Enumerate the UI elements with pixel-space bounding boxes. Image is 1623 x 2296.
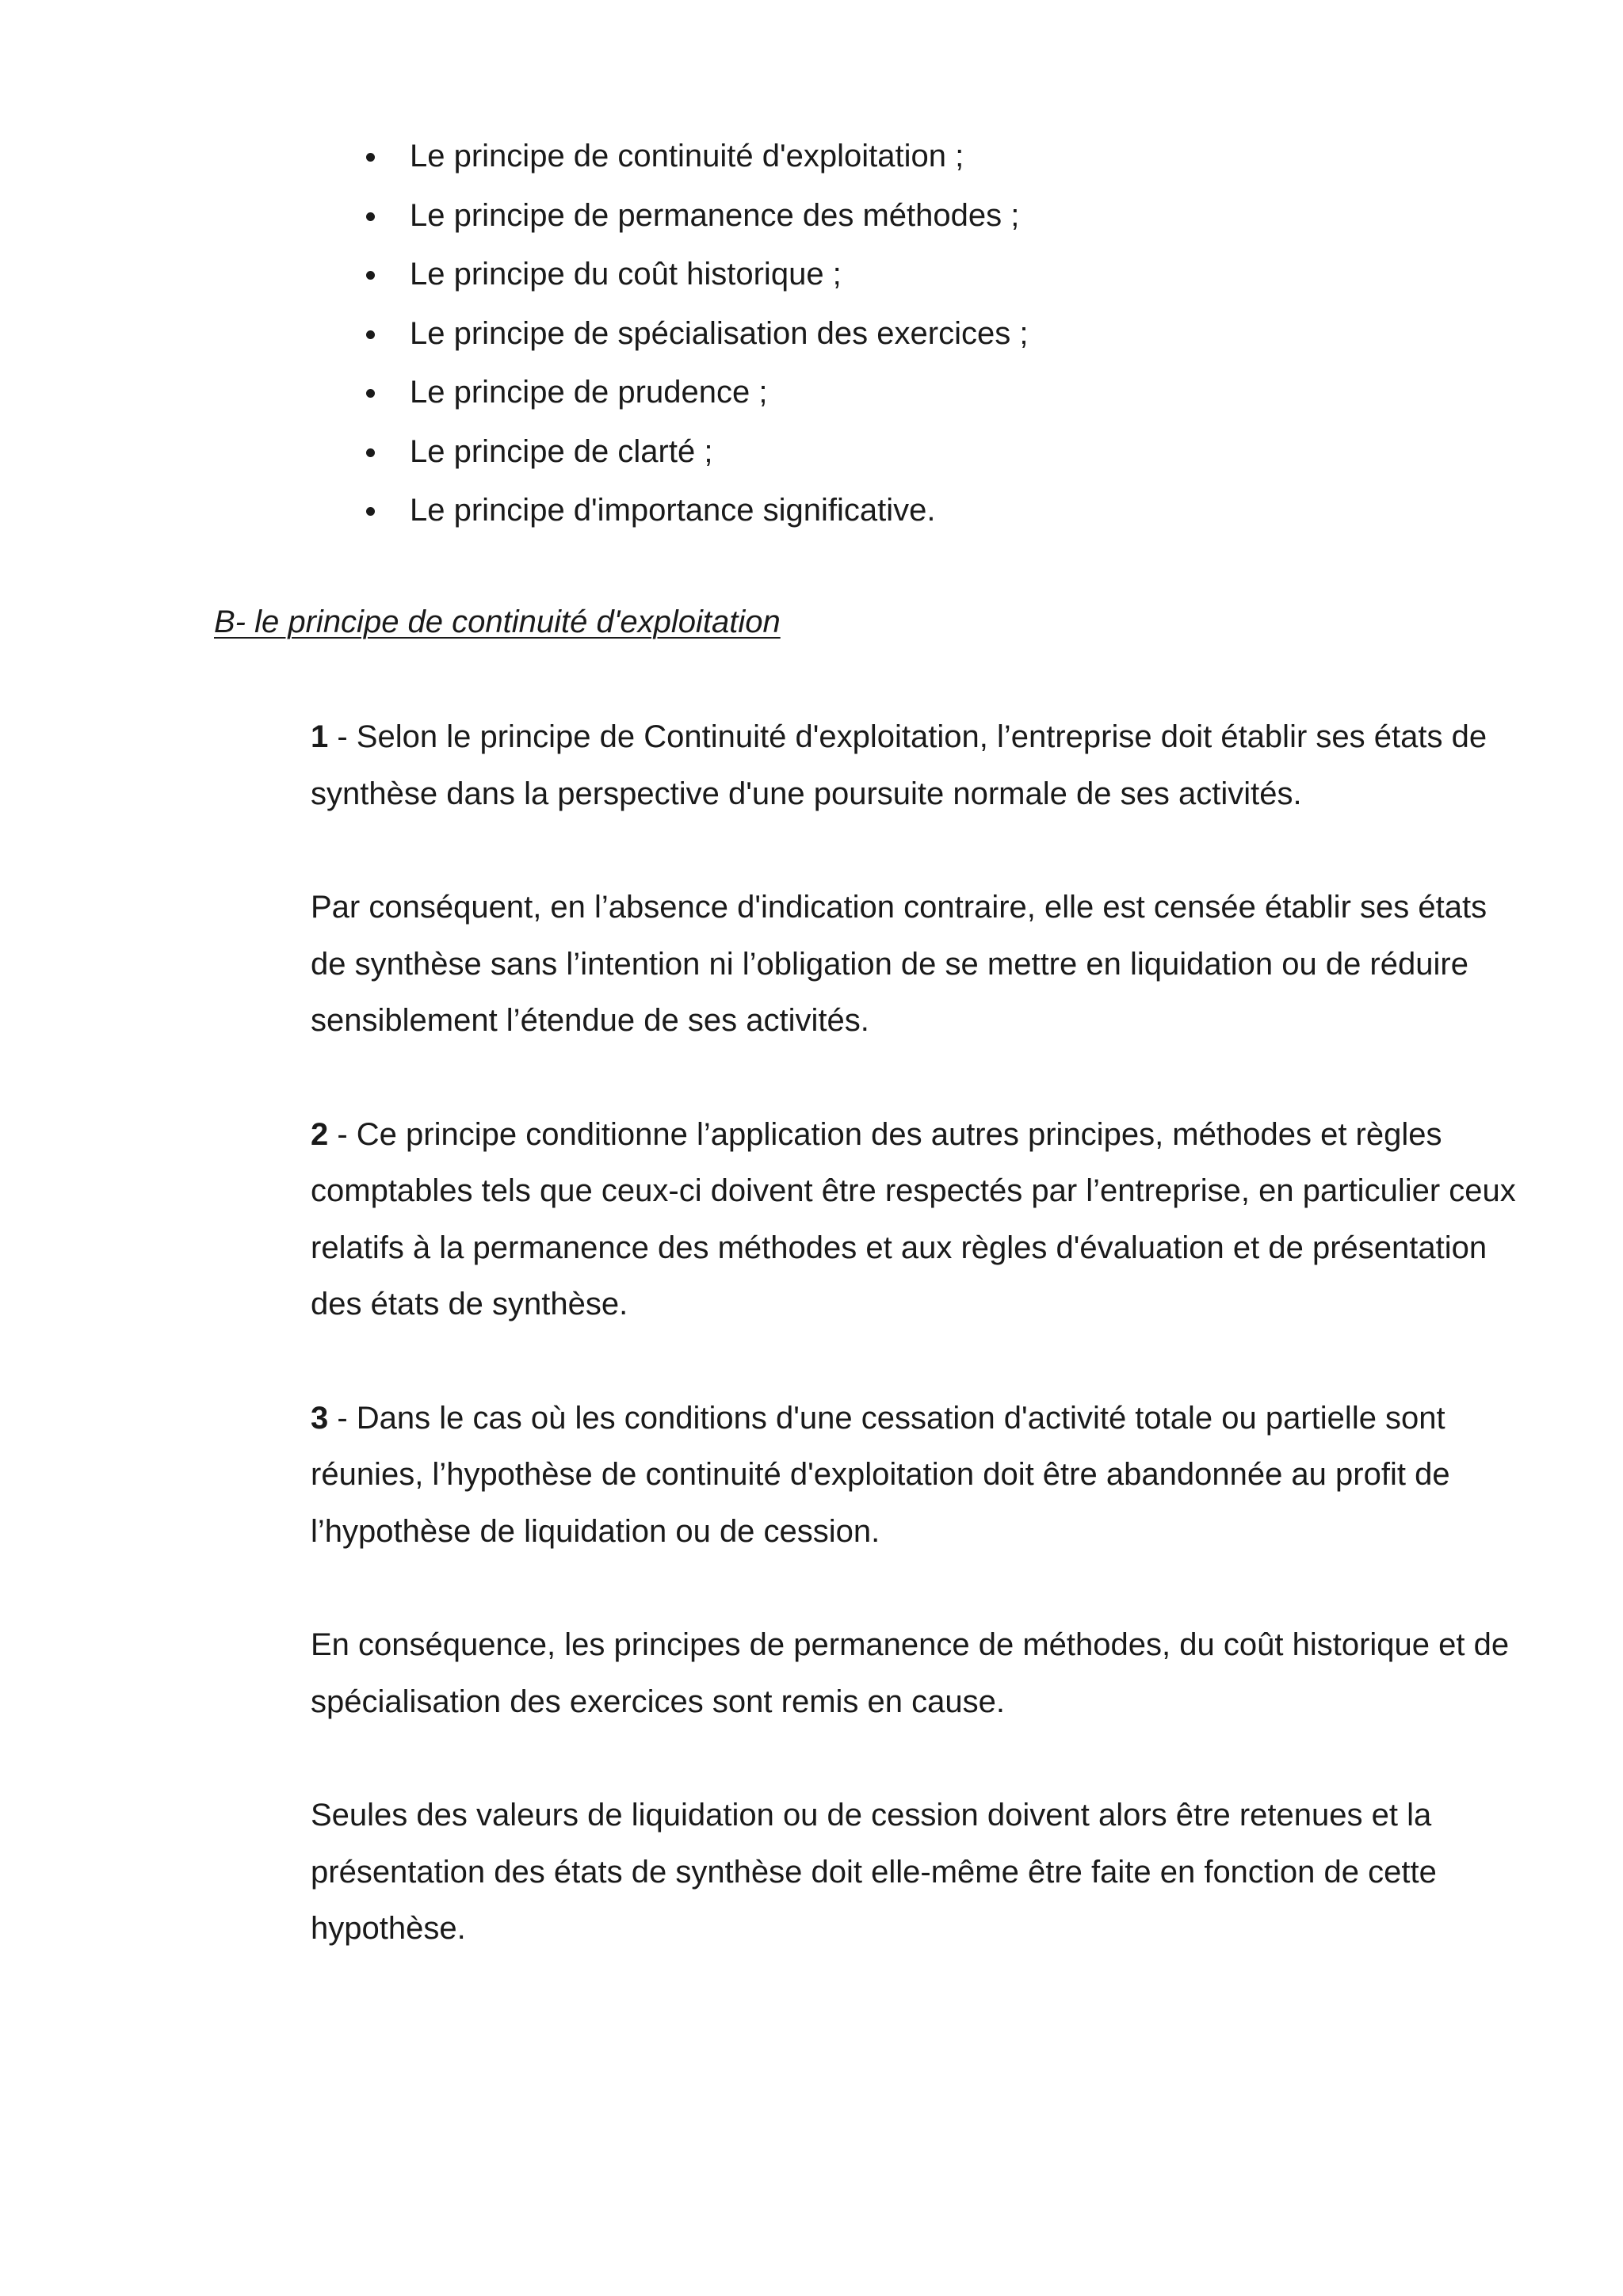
paragraph-text: - Dans le cas où les conditions d'une cessation d'activité totale ou partielle sont réunies, l’hypothèse de continuité d'exploitation doit être abandonnée au profit de l’hypothèse de liquidation ou de cession. [311,1400,1450,1549]
paragraph-number: 2 [311,1116,329,1152]
bullet-icon [366,507,375,516]
paragraph [311,1787,1523,1958]
paragraph [311,1107,1523,1333]
bullet-icon [366,271,375,280]
paragraph-text: - Ce principe conditionne l’application des autres principes, méthodes et règles comptables tels que ceux-ci doivent être respectés par l’entreprise, en particulier ceux relatifs à la permanence des méthodes et aux règles d'évaluation et de présentation des états de synthèse. [311,1116,1516,1322]
bullet-icon [366,212,375,221]
paragraph-number: 3 [311,1400,329,1436]
paragraph [311,879,1523,1050]
principles-list [349,135,1028,548]
paragraph [311,1390,1523,1561]
list-item-text: Le principe de permanence des méthodes ; [410,197,1020,233]
list-item-text: Le principe de spécialisation des exercices ; [410,315,1029,351]
list-item-text: Le principe de prudence ; [410,375,768,410]
paragraph-text: En conséquence, les principes de permanence de méthodes, du coût historique et de spécialisation des exercices sont remis en cause. [311,1627,1510,1719]
list-item [349,489,1028,548]
bullet-icon [366,448,375,457]
paragraph-text: Par conséquent, en l’absence d'indication contraire, elle est censée établir ses états de synthèse sans l’intention ni l’obligation de se mettre en liquidation ou de réduire sensiblement l’étendue de ses activités. [311,890,1487,1038]
bullet-icon [366,153,375,162]
section-body [311,709,1523,2015]
paragraph [311,709,1523,822]
paragraph-text: - Selon le principe de Continuité d'exploitation, l’entreprise doit établir ses états de synthèse dans la perspective d'une poursuite normale de ses activités. [311,719,1487,811]
paragraph [311,1617,1523,1730]
list-item [349,253,1028,312]
list-item-text: Le principe du coût historique ; [410,257,842,292]
list-item-text: Le principe de clarté ; [410,433,713,469]
list-item [349,312,1028,372]
list-item [349,430,1028,490]
section-heading: B- le principe de continuité d'exploitation [214,605,781,639]
bullet-icon [366,330,375,339]
list-item-text: Le principe d'importance significative. [410,493,936,528]
bullet-icon [366,389,375,398]
paragraph-number: 1 [311,719,329,754]
list-item [349,135,1028,194]
list-item [349,371,1028,430]
list-item [349,194,1028,254]
paragraph-text: Seules des valeurs de liquidation ou de cession doivent alors être retenues et la présentation des états de synthèse doit elle-même être faite en fonction de cette hypothèse. [311,1798,1437,1946]
list-item-text: Le principe de continuité d'exploitation ; [410,139,964,174]
